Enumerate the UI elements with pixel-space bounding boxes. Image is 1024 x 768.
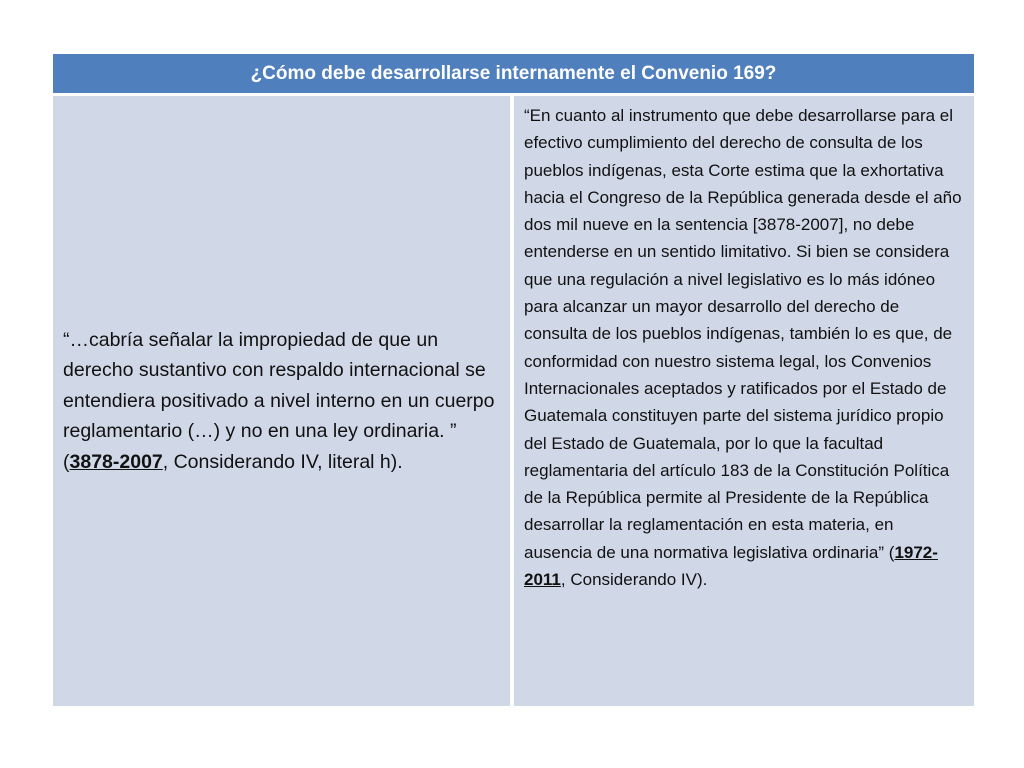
left-quote-body: “…cabría señalar la impropiedad de que un derecho sustantivo con respaldo internacional se entendiera positivado a nivel interno en un cuerpo reglamentario (…) y no en una ley ordinaria. ” ( bbox=[63, 328, 495, 473]
right-case-reference: 1972-2011 bbox=[524, 542, 938, 590]
right-quote-cell bbox=[514, 96, 974, 706]
table-title: ¿Cómo debe desarrollarse internamente el Convenio 169? bbox=[250, 62, 777, 84]
right-quote-body: “En cuanto al instrumento que debe desarrollarse para el efectivo cumplimiento del derecho de consulta de los pueblos indígenas, esta Corte estima que la exhortativa hacia el Congreso de la República generada desde el año dos mil nueve en la sentencia [3878-2007], no debe entenderse en un sentido limitativo. Si bien se considera que una regulación a nivel legislativo es lo más idóneo para alcanzar un mayor desarrollo del derecho de consulta de los pueblos indígenas, también lo es que, de conformidad con nuestro sistema legal, los Convenios Internacionales aceptados y ratificados por el Estado de Guatemala constituyen parte del sistema jurídico propio del Estado de Guatemala, por lo que la facultad reglamentaria del artículo 183 de la Constitución Política de la República permite al Presidente de la República desarrollar la reglamentación en esta materia, en ausencia de una normativa legislativa ordinaria” ( bbox=[524, 106, 962, 562]
table-header bbox=[53, 54, 974, 95]
left-quote-text bbox=[63, 325, 502, 478]
quote-table bbox=[53, 54, 974, 706]
right-quote-text bbox=[524, 102, 966, 593]
left-quote-tail: , Considerando IV, literal h). bbox=[162, 450, 403, 473]
left-case-reference: 3878-2007 bbox=[69, 450, 163, 473]
left-quote-cell bbox=[53, 96, 512, 706]
right-quote-tail: , Considerando IV). bbox=[560, 570, 708, 590]
